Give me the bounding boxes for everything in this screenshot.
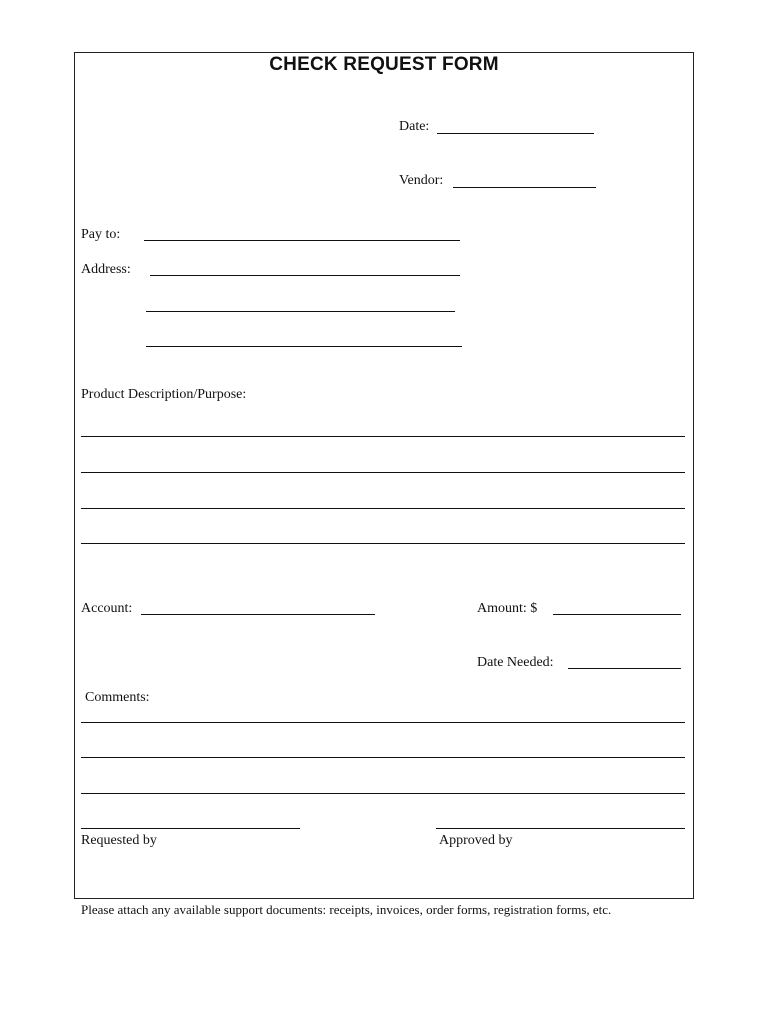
account-label: Account: xyxy=(81,601,133,616)
requested-by-label: Requested by xyxy=(81,833,157,848)
amount-label: Amount: $ xyxy=(477,601,538,616)
pay-to-field[interactable] xyxy=(144,240,460,241)
attachment-footnote: Please attach any available support documents: receipts, invoices, order forms, registration forms, etc. xyxy=(81,902,612,917)
vendor-label: Vendor: xyxy=(399,173,444,188)
form-title: CHECK REQUEST FORM xyxy=(269,54,499,75)
description-field-line-3[interactable] xyxy=(81,508,685,509)
description-field-line-2[interactable] xyxy=(81,472,685,473)
amount-field[interactable] xyxy=(553,614,681,615)
address-field-line-1[interactable] xyxy=(150,275,460,276)
date-field[interactable] xyxy=(437,133,594,134)
form-border xyxy=(74,52,694,899)
description-field-line-1[interactable] xyxy=(81,436,685,437)
date-needed-field[interactable] xyxy=(568,668,681,669)
approved-by-signature-line[interactable] xyxy=(436,828,685,829)
requested-by-signature-line[interactable] xyxy=(81,828,300,829)
vendor-field[interactable] xyxy=(453,187,596,188)
comments-field-line-3[interactable] xyxy=(81,793,685,794)
address-field-line-2[interactable] xyxy=(146,311,455,312)
address-label: Address: xyxy=(81,262,131,277)
account-field[interactable] xyxy=(141,614,375,615)
date-label: Date: xyxy=(399,119,430,134)
date-needed-label: Date Needed: xyxy=(477,655,554,670)
description-field-line-4[interactable] xyxy=(81,543,685,544)
comments-field-line-2[interactable] xyxy=(81,757,685,758)
pay-to-label: Pay to: xyxy=(81,227,121,242)
comments-label: Comments: xyxy=(85,690,150,705)
address-field-line-3[interactable] xyxy=(146,346,462,347)
comments-field-line-1[interactable] xyxy=(81,722,685,723)
approved-by-label: Approved by xyxy=(439,833,513,848)
description-label: Product Description/Purpose: xyxy=(81,387,247,402)
